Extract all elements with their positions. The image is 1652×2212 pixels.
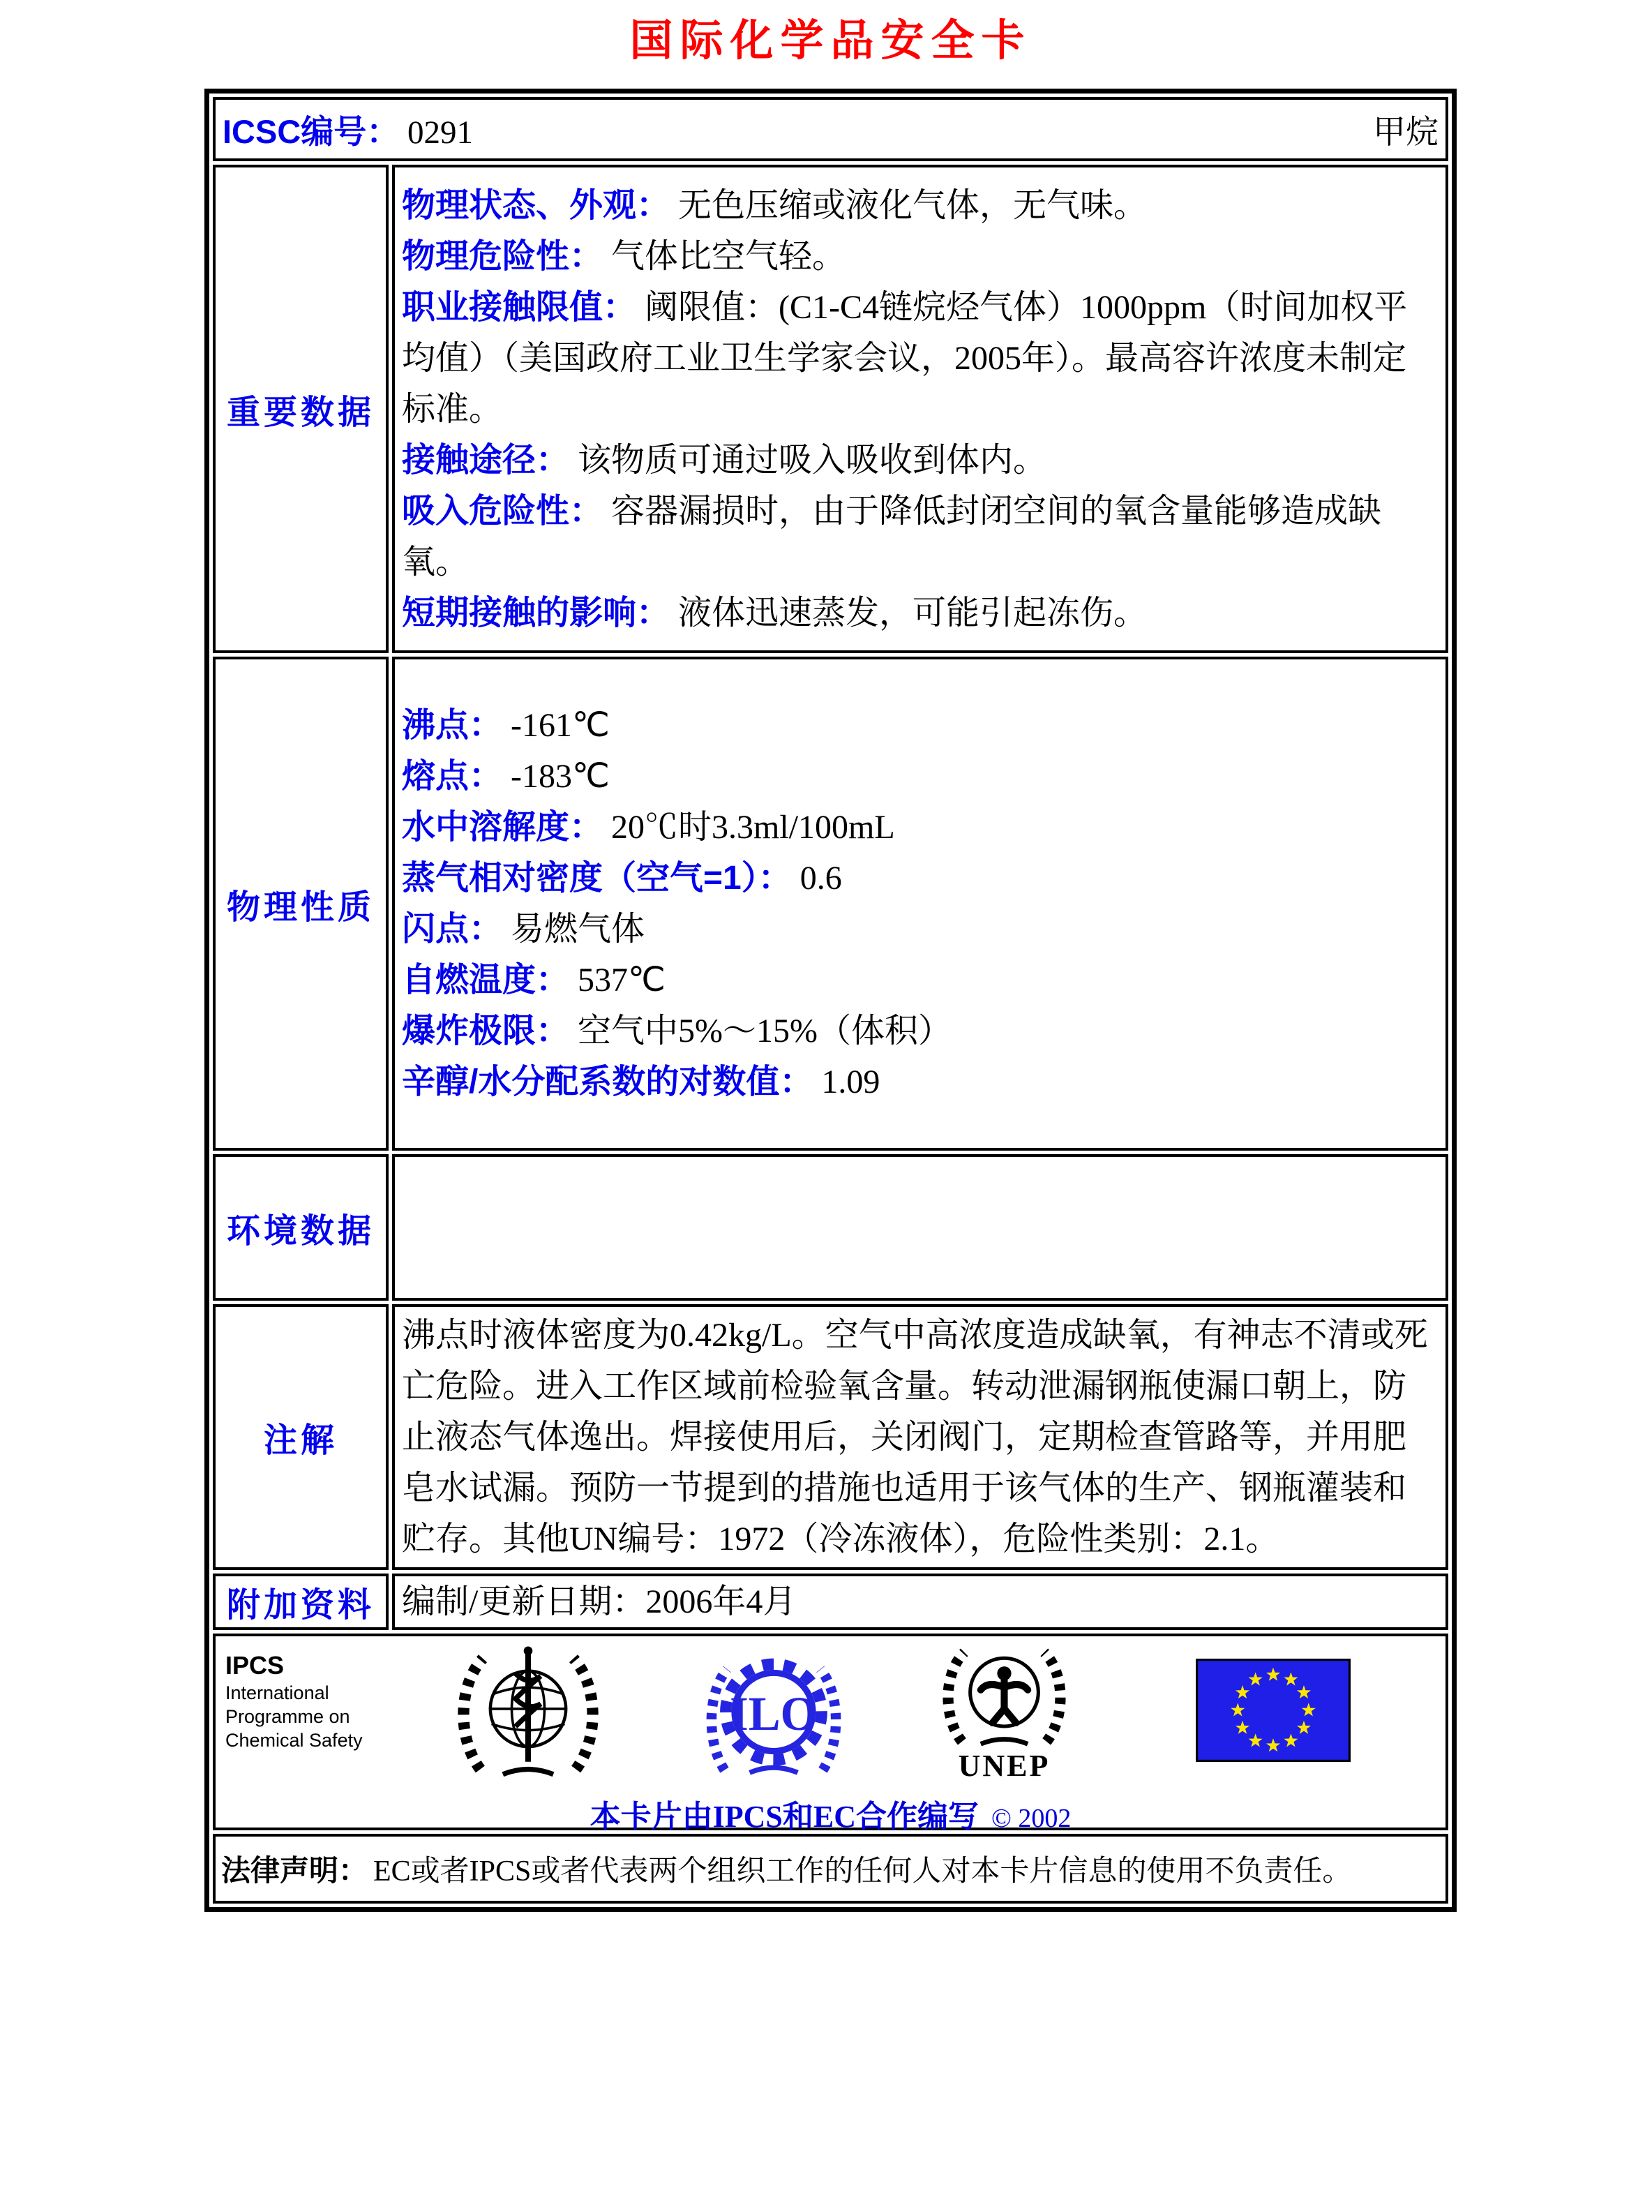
section-label-physical-properties: 物理性质 bbox=[213, 657, 389, 1151]
important-data-content bbox=[392, 165, 1448, 653]
legal-row bbox=[213, 1834, 1448, 1904]
data-item: 熔点： -183℃ bbox=[402, 758, 610, 795]
notes-text: 沸点时液体密度为0.42kg/L。空气中高浓度造成缺氧，有神志不清或死亡危险。进入工作区域前检验氧含量。转动泄漏钢瓶使漏口朝上，防止液态气体逸出。焊接使用后，关闭阀门，定期检查管路等，并用肥皂水试漏。预防一节提到的措施也适用于该气体的生产、钢瓶灌装和贮存。其他UN编号：1972（冷冻液体），危险性类别：2.1。 bbox=[402, 1317, 1428, 1557]
data-item: 物理危险性： 气体比空气轻。 bbox=[402, 237, 846, 275]
who-logo-icon bbox=[451, 1643, 605, 1783]
data-item: 爆炸极限： 空气中5%～15%（体积） bbox=[402, 1012, 952, 1049]
icsc-number bbox=[223, 106, 473, 153]
icsc-number-value: 0291 bbox=[407, 114, 474, 151]
cooperation-note: 本卡片由IPCS和EC合作编写 © 2002 bbox=[590, 1800, 1072, 1834]
environmental-data-content bbox=[392, 1154, 1448, 1301]
ipcs-text-block: IPCS International Programme on Chemical Safety bbox=[225, 1651, 363, 1751]
unep-label: UNEP bbox=[958, 1749, 1051, 1783]
section-important-data bbox=[213, 165, 1448, 653]
data-item: 辛醇/水分配系数的对数值： 1.09 bbox=[402, 1063, 880, 1100]
substance-name: 甲烷 bbox=[1373, 114, 1439, 151]
section-environmental-data bbox=[213, 1154, 1448, 1301]
copyright: © 2002 bbox=[991, 1804, 1072, 1833]
icsc-card-table bbox=[204, 89, 1457, 1912]
data-item: 闪点： 易燃气体 bbox=[402, 911, 645, 948]
data-item: 短期接触的影响： 液体迅速蒸发，可能引起冻伤。 bbox=[402, 594, 1148, 632]
data-item: 物理状态、外观： 无色压缩或液化气体，无气味。 bbox=[402, 186, 1148, 224]
section-label-additional-info: 附加资料 bbox=[213, 1574, 389, 1630]
section-label-important-data: 重要数据 bbox=[213, 165, 389, 653]
section-additional-info bbox=[213, 1574, 1448, 1630]
data-item: 水中溶解度： 20℃时3.3ml/100mL bbox=[402, 809, 895, 846]
page-title: 国际化学品安全卡 bbox=[629, 17, 1032, 65]
notes-content bbox=[392, 1304, 1448, 1570]
section-physical-properties bbox=[213, 657, 1448, 1151]
ilo-logo-icon bbox=[704, 1649, 843, 1785]
data-item: 接触途径： 该物质可通过吸入吸收到体内。 bbox=[402, 441, 1047, 479]
data-item: 职业接触限值： 阈限值：(C1-C4链烷烃气体）1000ppm（时间加权平均值）（美国政府工业卫生学家会议，2005年）。最高容许浓度未制定标准。 bbox=[402, 288, 1408, 428]
svg-text:ILO: ILO bbox=[729, 1687, 818, 1740]
section-label-environmental-data: 环境数据 bbox=[213, 1154, 389, 1301]
data-item: 蒸气相对密度（空气=1）： 0.6 bbox=[402, 860, 842, 897]
icsc-number-label: ICSC编号： bbox=[223, 112, 400, 150]
eu-flag-icon bbox=[1196, 1659, 1351, 1765]
section-notes bbox=[213, 1304, 1448, 1570]
legal-label: 法律声明： bbox=[221, 1854, 368, 1887]
data-item: 沸点： -161℃ bbox=[402, 707, 610, 744]
data-item: 吸入危险性： 容器漏损时，由于降低封闭空间的氧含量能够造成缺氧。 bbox=[402, 492, 1382, 581]
additional-info-content bbox=[392, 1574, 1448, 1630]
section-label-notes: 注解 bbox=[213, 1304, 389, 1570]
unep-logo-icon bbox=[933, 1641, 1076, 1784]
update-date-text: 编制/更新日期：2006年4月 bbox=[402, 1583, 797, 1620]
ipcs-title: IPCS bbox=[225, 1651, 285, 1680]
physical-properties-content bbox=[392, 657, 1448, 1151]
data-item: 自燃温度： 537℃ bbox=[402, 962, 666, 999]
header-row bbox=[213, 97, 1448, 161]
legal-text: EC或者IPCS或者代表两个组织工作的任何人对本卡片信息的使用不负责任。 bbox=[373, 1855, 1352, 1888]
footer-row bbox=[213, 1634, 1448, 1830]
